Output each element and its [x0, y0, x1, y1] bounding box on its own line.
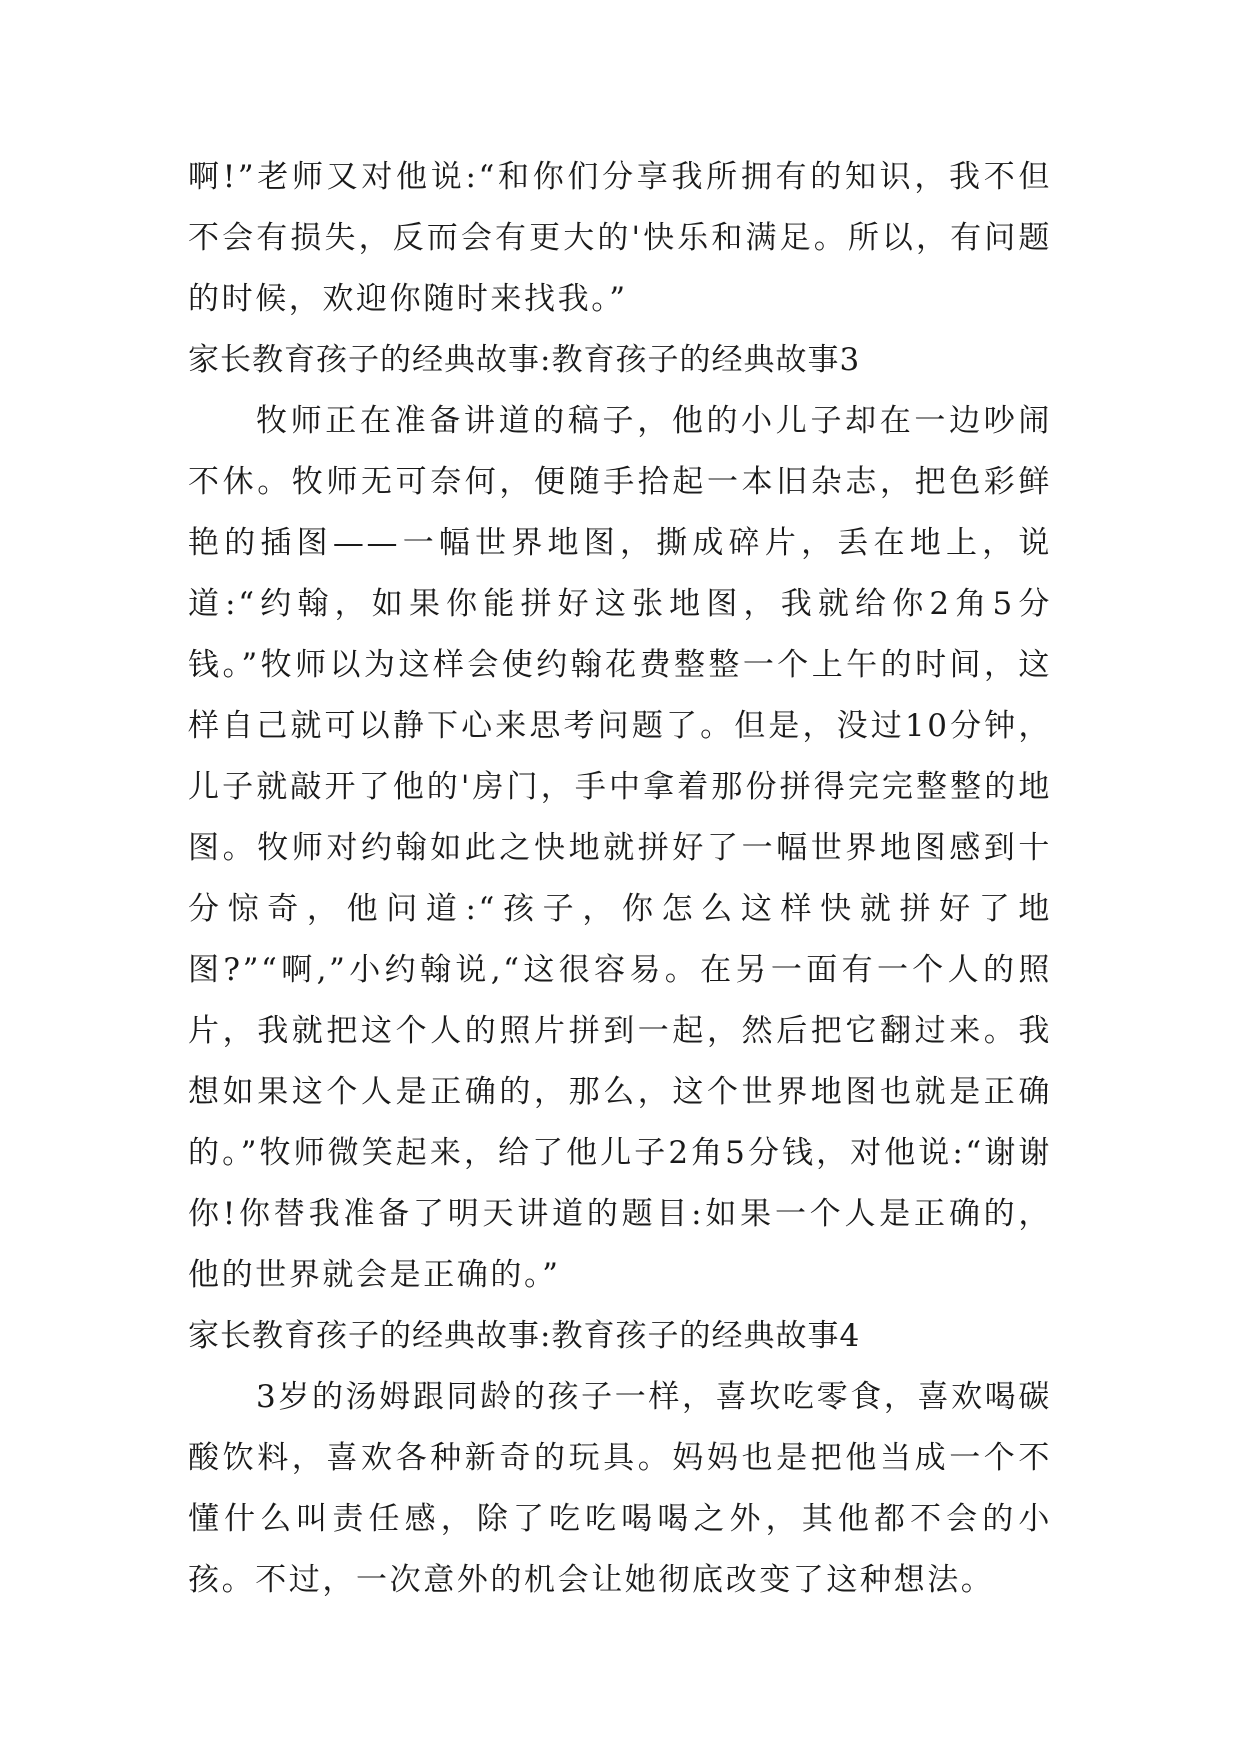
document-body [188, 147, 1052, 1611]
section-heading-3: 家长教育孩子的经典故事:教育孩子的经典故事3 [188, 342, 861, 378]
paragraph-2: 牧师正在准备讲道的稿子，他的小儿子却在一边吵闹不休。牧师无可奈何，便随手拾起一本旧杂志，把色彩鲜艳的插图——一幅世界地图，撕成碎片，丢在地上，说道:“约翰，如果你能拼好这张地图，我就给你2角5分钱。”牧师以为这样会使约翰花费整整一个上午的时间，这样自己就可以静下心来思考问题了。但是，没过10分钟，儿子就敲开了他的'房门，手中拿着那份拼得完完整整的地图。牧师对约翰如此之快地就拼好了一幅世界地图感到十分惊奇，他问道:“孩子，你怎么这样快就拼好了地图?”“啊,”小约翰说,“这很容易。在另一面有一个人的照片，我就把这个人的照片拼到一起，然后把它翻过来。我想如果这个人是正确的，那么，这个世界地图也就是正确的。”牧师微笑起来，给了他儿子2角5分钱，对他说:“谢谢你!你替我准备了明天讲道的题目:如果一个人是正确的，他的世界就会是正确的。” [188, 403, 1052, 1293]
paragraph-1: 啊!”老师又对他说:“和你们分享我所拥有的知识，我不但不会有损失，反而会有更大的'快乐和满足。所以，有问题的时候，欢迎你随时来找我。” [188, 159, 1052, 317]
section-heading-4: 家长教育孩子的经典故事:教育孩子的经典故事4 [188, 1318, 861, 1354]
paragraph-3: 3岁的汤姆跟同龄的孩子一样，喜坎吃零食，喜欢喝碳酸饮料，喜欢各种新奇的玩具。妈妈也是把他当成一个不懂什么叫责任感，除了吃吃喝喝之外，其他都不会的小孩。不过，一次意外的机会让她彻底改变了这种想法。 [188, 1379, 1052, 1598]
